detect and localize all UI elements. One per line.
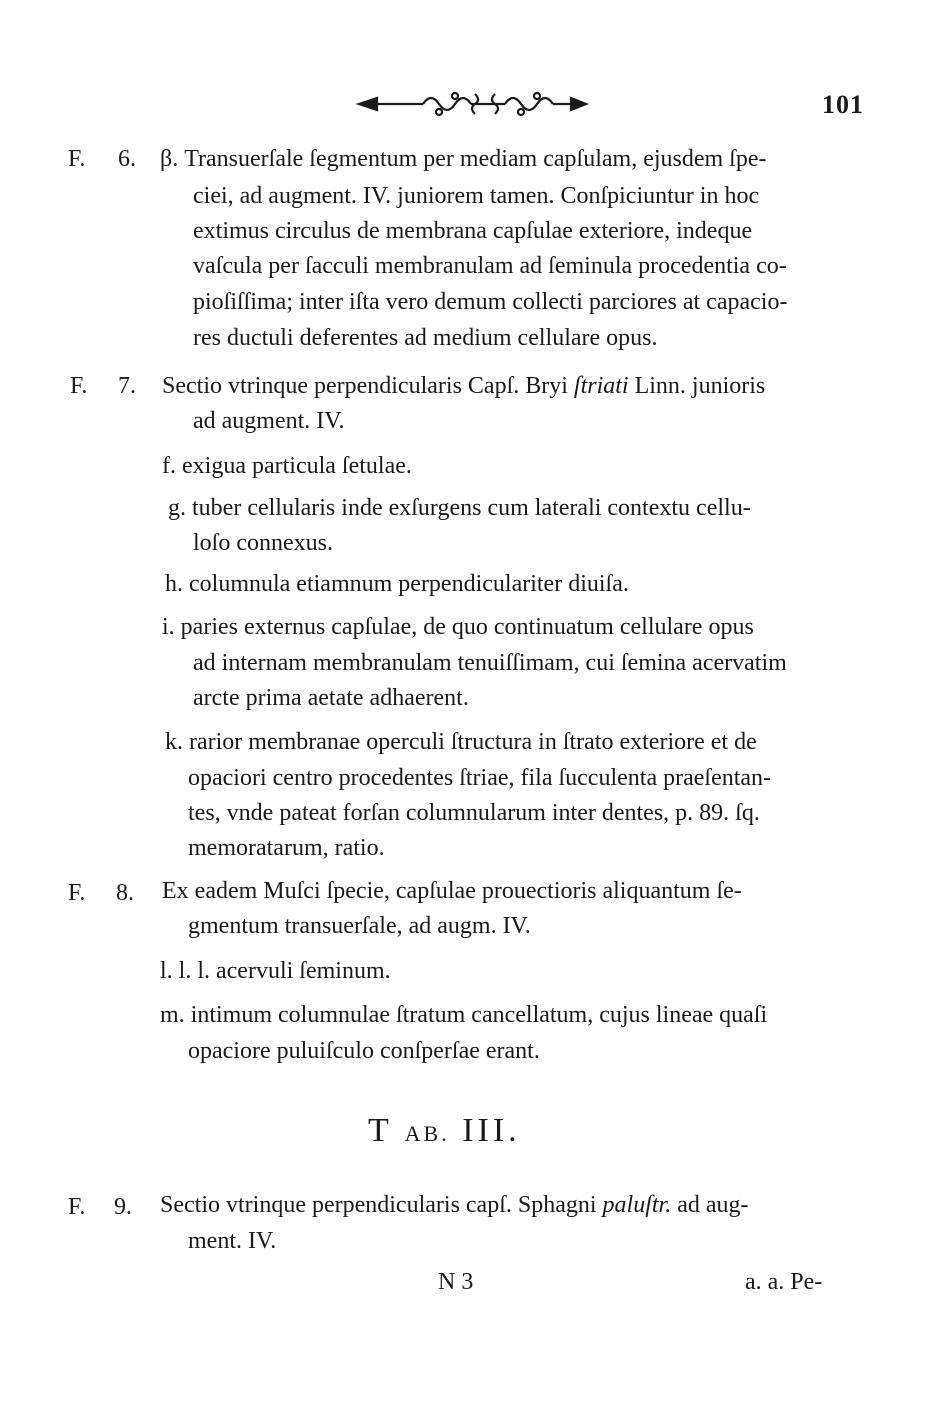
item-line: f. exigua particula ſetulae. (162, 453, 412, 479)
text-line: ment. IV. (188, 1228, 277, 1254)
fig-prefix: F. (68, 1194, 86, 1220)
text-line: extimus circulus de membrana capſulae exteriore, indeque (193, 218, 753, 244)
item-line: ad internam membranulam tenuiſſimam, cui ſemina acervatim (193, 650, 787, 676)
text-line: res ductuli deferentes ad medium cellulare opus. (193, 325, 658, 351)
text-line: vaſcula per ſacculi membranulam ad ſeminula procedentia co- (193, 253, 787, 279)
item-line: h. columnula etiamnum perpendiculariter diuiſa. (165, 571, 629, 597)
text-line: Sectio vtrinque perpendicularis capſ. Sphagni paluſtr. ad aug- (160, 1192, 749, 1218)
text-line: pioſiſſima; inter iſta vero demum collecti parciores at capacio- (193, 289, 788, 315)
item-line: opaciore puluiſculo conſperſae erant. (188, 1038, 540, 1064)
fig-prefix: F. (70, 373, 88, 399)
section-heading: T AB. III. (368, 1112, 521, 1149)
item-line: i. paries externus capſulae, de quo continuatum cellulare opus (162, 614, 754, 640)
item-line: m. intimum columnulae ſtratum cancellatum, cujus lineae quaſi (160, 1002, 768, 1028)
item-line: opaciori centro procedentes ſtriae, fila ſucculenta praeſentan- (188, 765, 772, 791)
item-line: arcte prima aetate adhaerent. (193, 685, 469, 711)
fig-number: 9. (114, 1194, 132, 1220)
fig-prefix: F. (68, 880, 86, 906)
species-name-italic: paluſtr. (602, 1192, 672, 1218)
fig-number: 6. (118, 146, 136, 172)
text-line: ad augment. IV. (193, 408, 345, 434)
text-line: ciei, ad augment. IV. juniorem tamen. Conſpiciuntur in hoc (193, 183, 760, 209)
text-line: Sectio vtrinque perpendicularis Capſ. Bryi ſtriati Linn. junioris (162, 373, 766, 399)
ornament-headpiece-icon (355, 86, 590, 122)
item-line: k. rarior membranae operculi ſtructura in ſtrato exteriore et de (165, 729, 757, 755)
catchword: a. a. Pe- (745, 1269, 823, 1295)
item-line: loſo connexus. (193, 530, 333, 556)
signature-mark: N 3 (438, 1269, 474, 1295)
item-line: g. tuber cellularis inde exſurgens cum laterali contextu cellu- (168, 495, 751, 521)
text-line: Ex eadem Muſci ſpecie, capſulae prouectioris aliquantum ſe- (162, 878, 742, 904)
item-line: memoratarum, ratio. (188, 835, 385, 861)
species-name-italic: ſtriati (573, 373, 629, 399)
item-line: l. l. l. acervuli ſeminum. (160, 958, 391, 984)
fig-number: 7. (118, 373, 136, 399)
item-line: tes, vnde pateat forſan columnularum inter dentes, p. 89. ſq. (188, 800, 760, 826)
fig-number: 8. (116, 880, 134, 906)
page-number: 101 (822, 90, 864, 119)
text-line: gmentum transuerſale, ad augm. IV. (188, 913, 531, 939)
text-line: β. Transuerſale ſegmentum per mediam capſulam, ejusdem ſpe- (160, 146, 767, 172)
fig-prefix: F. (68, 146, 86, 172)
